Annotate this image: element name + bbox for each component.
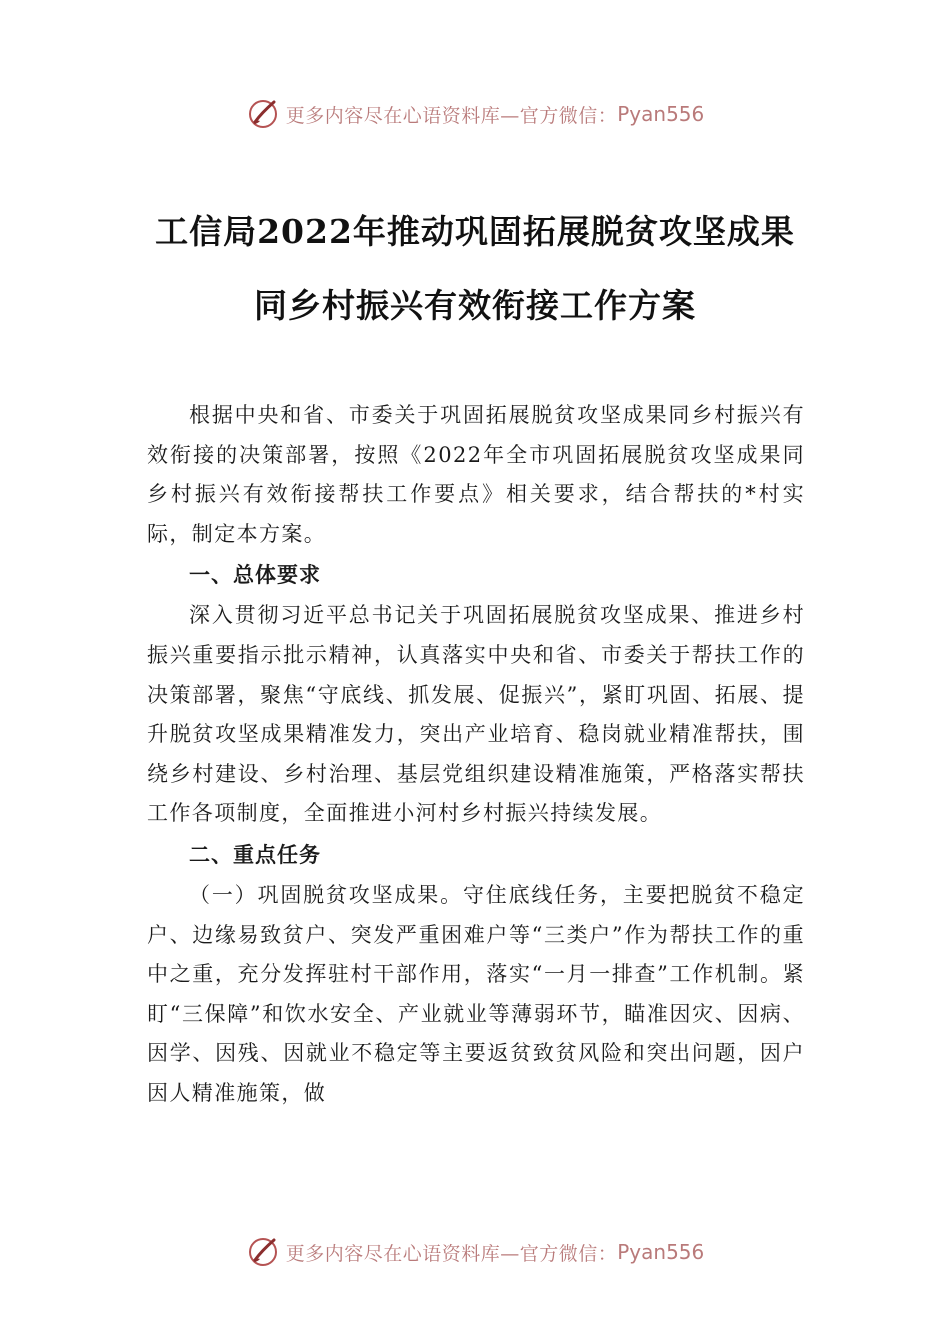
brush-logo-icon	[246, 97, 280, 131]
section-2-paragraph: （一）巩固脱贫攻坚成果。守住底线任务，主要把脱贫不稳定户、边缘易致贫户、突发严重困难户等“三类户”作为帮扶工作的重中之重，充分发挥驻村干部作用，落实“一月一排查”工作机制。紧盯“三保障”和饮水安全、产业就业等薄弱环节，瞄准因灾、因病、因学、因残、因就业不稳定等主要返贫致贫风险和突出问题，因户因人精准施策，做	[147, 882, 805, 1105]
section-1-paragraph: 深入贯彻习近平总书记关于巩固拓展脱贫攻坚成果、推进乡村振兴重要指示批示精神，认真落实中央和省、市委关于帮扶工作的决策部署，聚焦“守底线、抓发展、促振兴”，紧盯巩固、拓展、提升脱贫攻坚成果精准发力，突出产业培育、稳岗就业精准帮扶，围绕乡村建设、乡村治理、基层党组织建设精准施策，严格落实帮扶工作各项制度，全面推进小河村乡村振兴持续发展。	[147, 603, 805, 826]
watermark-wechat-id: Pyan556	[617, 1240, 705, 1264]
section-heading-2: 二、重点任务	[189, 842, 321, 867]
document-body	[147, 396, 805, 1114]
section-heading-1: 一、总体要求	[189, 563, 321, 588]
watermark-text: 更多内容尽在心语资料库—官方微信：	[285, 1242, 618, 1265]
intro-paragraph: 根据中央和省、市委关于巩固拓展脱贫攻坚成果同乡村振兴有效衔接的决策部署，按照《2022年全市巩固拓展脱贫攻坚成果同乡村振兴有效衔接帮扶工作要点》相关要求，结合帮扶的*村实际，制定本方案。	[147, 403, 805, 546]
watermark-wechat-id: Pyan556	[617, 102, 705, 126]
document-title-line-1: 工信局2022年推动巩固拓展脱贫攻坚成果	[155, 212, 795, 251]
footer-watermark	[0, 1232, 950, 1272]
document-title-line-2: 同乡村振兴有效衔接工作方案	[254, 286, 696, 325]
header-watermark	[0, 94, 950, 134]
watermark-text: 更多内容尽在心语资料库—官方微信：	[285, 104, 618, 127]
brush-logo-icon	[246, 1235, 280, 1269]
